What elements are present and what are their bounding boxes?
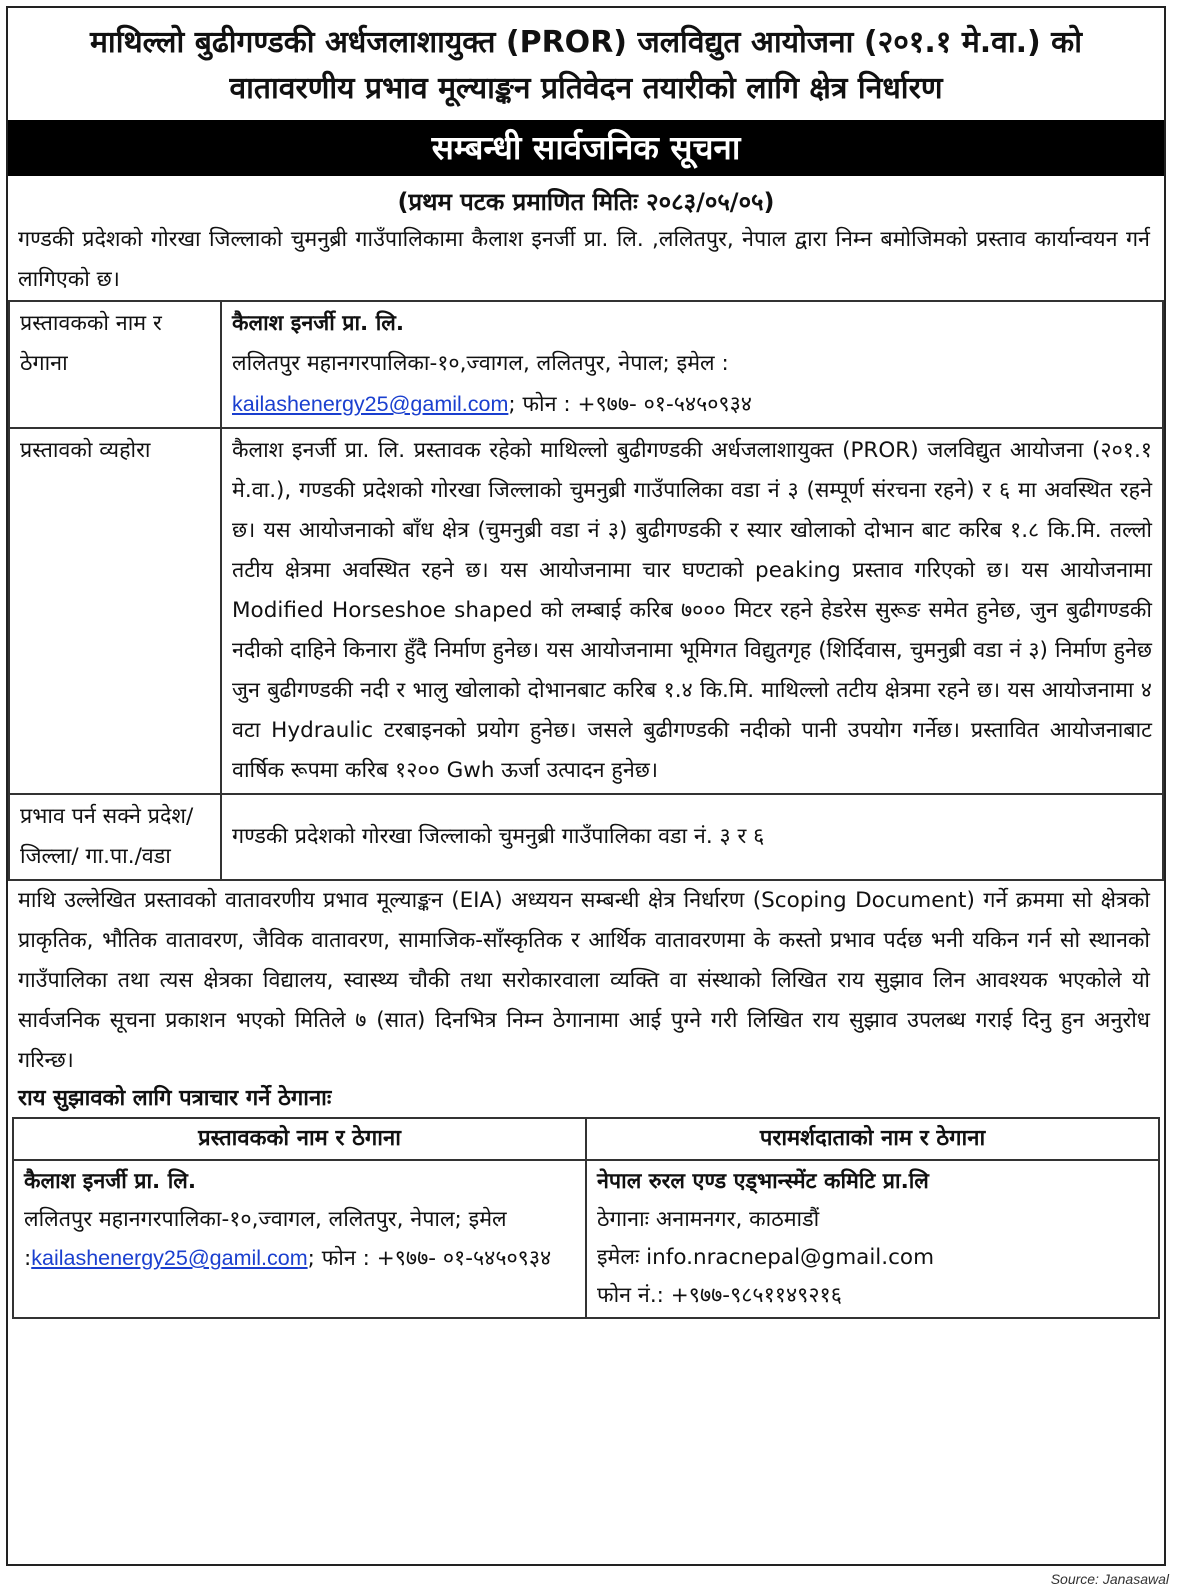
notice-frame xyxy=(6,6,1166,1566)
contact-header-consultant: परामर्शदाताको नाम र ठेगाना xyxy=(586,1118,1159,1160)
title-line-2: वातावरणीय प्रभाव मूल्याङ्कन प्रतिवेदन तयारीको लागि क्षेत्र निर्धारण xyxy=(229,71,943,106)
contact-table xyxy=(12,1117,1160,1319)
contact-consultant-address: ठेगानाः अनामनगर, काठमाडौं xyxy=(597,1207,820,1232)
area-text: गण्डकी प्रदेशको गोरखा जिल्लाको चुमनुब्री गाउँपालिका वडा नं. ३ र ६ xyxy=(221,794,1163,880)
proponent-name: कैलाश इनर्जी प्रा. लि. xyxy=(232,311,405,336)
details-label: प्रस्तावको व्यहोरा xyxy=(9,428,221,794)
contact-header-proponent: प्रस्तावकको नाम र ठेगाना xyxy=(13,1118,586,1160)
table-row xyxy=(9,794,1163,880)
contact-proponent-name: कैलाश इनर्जी प्रा. लि. xyxy=(24,1169,197,1194)
source-credit: Source: Janasawal xyxy=(1050,1571,1169,1587)
details-text: कैलाश इनर्जी प्रा. लि. प्रस्तावक रहेको माथिल्लो बुढीगण्डकी अर्धजलाशायुक्त (PROR) जलविद्युत आयोजना (२०१.१ मे.वा.), गण्डकी प्रदेशको गोरखा जिल्लाको चुमनुब्री गाउँपालिका वडा नं ३ (सम्पूर्ण संरचना रहने) र ६ मा अवस्थित रहने छ। यस आयोजनाको बाँध क्षेत्र (चुमनुब्री वडा नं ३) बुढीगण्डकी र स्यार खोलाको दोभान बाट करिब १.८ कि.मि. तल्लो तटीय क्षेत्रमा अवस्थित रहने छ। यस आयोजनामा चार घण्टाको peaking प्रस्ताव गरिएको छ। यस आयोजनामा Modified Horseshoe shaped को लम्बाई करिब ७००० मिटर रहने हेडरेस सुरूङ समेत हुनेछ, जुन बुढीगण्डकी नदीको दाहिने किनारा हुँदै निर्माण हुनेछ। यस आयोजनामा भूमिगत विद्युतगृह (शिर्दिवास, चुमनुब्री वडा नं ३) निर्माण हुनेछ जुन बुढीगण्डकी नदी र भालु खोलाको दोभानबाट करिब १.४ कि.मि. माथिल्लो तटीय क्षेत्रमा रहने छ। यस आयोजनामा ४ वटा Hydraulic टरबाइनको प्रयोग हुनेछ। जसले बुढीगण्डकी नदीको पानी उपयोग गर्नेछ। प्रस्तावित आयोजनाबाट वार्षिक रूपमा करिब १२०० Gwh ऊर्जा उत्पादन हुनेछ। xyxy=(221,428,1163,794)
proponent-phone: ; फोन : +९७७- ०१-५४५०९३४ xyxy=(508,392,752,417)
contact-consultant-phone: फोन नं.: +९७७-९८५११४९२१६ xyxy=(597,1283,842,1308)
contact-proponent-phone: ; फोन : +९७७- ०१-५४५०९३४ xyxy=(307,1246,552,1271)
contact-proponent-address-text: ललितपुर महानगरपालिका-१०,ज्वागल, ललितपुर, नेपाल; इमेल : xyxy=(24,1207,507,1271)
contact-consultant-name: नेपाल रुरल एण्ड एड्भान्स्मेंट कमिटि प्रा.लि xyxy=(597,1169,929,1194)
table-row xyxy=(13,1118,1159,1160)
contact-consultant-email: इमेलः info.nracnepal@gmail.com xyxy=(597,1245,935,1270)
body-paragraph: माथि उल्लेखित प्रस्तावको वातावरणीय प्रभाव मूल्याङ्कन (EIA) अध्ययन सम्बन्धी क्षेत्र निर्धारण (Scoping Document) गर्ने क्रममा सो क्षेत्रको प्राकृतिक, भौतिक वातावरण, जैविक वातावरण, सामाजिक-साँस्कृतिक र आर्थिक वातावरणमा के कस्तो प्रभाव पर्दछ भनी यकिन गर्न सो स्थानको गाउँपालिका तथा त्यस क्षेत्रका विद्यालय, स्वास्थ्य चौकी तथा सरोकारवाला व्यक्ति वा संस्थाको लिखित राय सुझाव लिन आवश्यक भएकोले यो सार्वजनिक सूचना प्रकाशन भएको मितिले ७ (सात) दिनभित्र निम्न ठेगानामा आई पुग्ने गरी लिखित राय सुझाव उपलब्ध गराई दिनु हुन अनुरोध गरिन्छ। xyxy=(18,888,1150,1073)
contact-consultant-cell xyxy=(586,1160,1159,1318)
contact-proponent-email-link[interactable]: kailashenergy25@gamil.com xyxy=(31,1246,308,1270)
proponent-email-link[interactable]: kailashenergy25@gamil.com xyxy=(232,392,509,416)
title-line-1: माथिल्लो बुढीगण्डकी अर्धजलाशायुक्त (PROR) जलविद्युत आयोजना (२०१.१ मे.वा.) को xyxy=(89,25,1082,60)
address-heading: राय सुझावको लागि पत्राचार गर्ने ठेगानाः xyxy=(18,1086,332,1111)
proponent-address: ललितपुर महानगरपालिका-१०,ज्वागल, ललितपुर, नेपाल; इमेल : xyxy=(232,351,729,376)
table-row xyxy=(13,1160,1159,1318)
proponent-cell xyxy=(221,301,1163,428)
table-row xyxy=(9,301,1163,428)
proposal-info-table xyxy=(8,300,1164,881)
area-label: प्रभाव पर्न सक्ने प्रदेश/जिल्ला/ गा.पा./वडा xyxy=(9,794,221,880)
contact-proponent-address xyxy=(24,1201,575,1278)
contact-proponent-cell xyxy=(13,1160,586,1318)
notice-title xyxy=(8,8,1164,112)
intro-paragraph: गण्डकी प्रदेशको गोरखा जिल्लाको चुमनुब्री गाउँपालिकामा कैलाश इनर्जी प्रा. लि. ,ललितपुर, नेपाल द्वारा निम्न बमोजिमको प्रस्ताव कार्यान्वयन गर्न लागिएको छ। xyxy=(18,227,1150,292)
table-row xyxy=(9,428,1163,794)
proponent-contact xyxy=(232,384,1152,425)
notice-banner: सम्बन्धी सार्वजनिक सूचना xyxy=(8,120,1164,176)
approval-date: (प्रथम पटक प्रमाणित मितिः २०८३/०५/०५) xyxy=(397,188,775,216)
proponent-label: प्रस्तावकको नाम र ठेगाना xyxy=(9,301,221,428)
